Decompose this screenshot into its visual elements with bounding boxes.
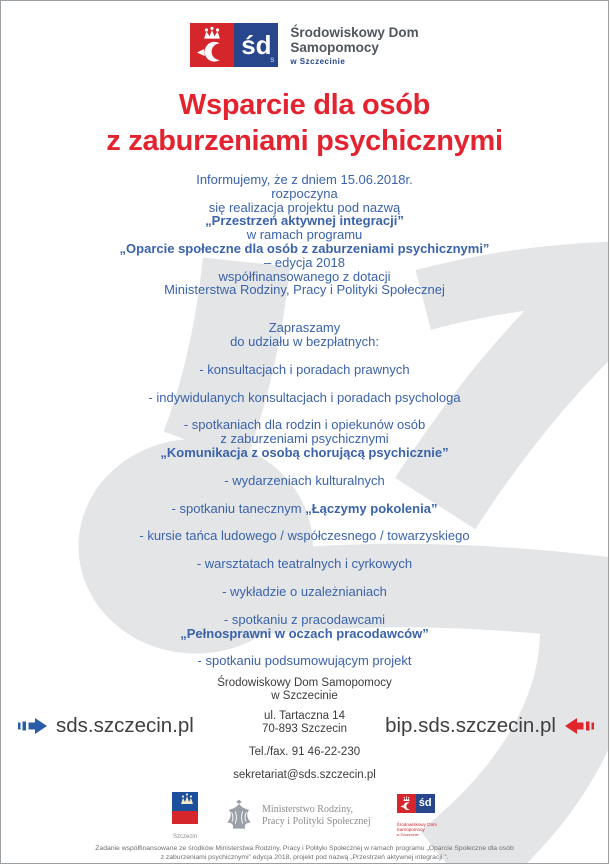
page-title: [1, 87, 608, 159]
intro-line: Informujemy, że z dniem 15.06.2018r.: [196, 172, 413, 187]
sds-small-caption: [397, 822, 437, 838]
contact-org-line2: w Szczecinie: [271, 689, 338, 702]
arrow-left-icon: [563, 716, 594, 736]
sds-small-logo: [397, 794, 437, 838]
intro-line: współfinansowanego z dotacji: [218, 268, 391, 284]
ministry-name: [262, 804, 371, 828]
website-link-text: sds.szczecin.pl: [56, 714, 194, 737]
activity-lecture: - wykładzie o uzależnianiach: [222, 583, 387, 599]
sds-symbol-sub: s: [270, 55, 275, 64]
invitation-line2: do udziału w bezpłatnych:: [230, 333, 379, 349]
page-title-line1: Wsparcie dla osób: [178, 89, 431, 121]
szczecin-flag-icon: [172, 792, 198, 824]
arrow-right-icon: [18, 716, 49, 736]
invitation-line1: Zapraszamy: [268, 320, 341, 336]
intro-paragraph: [1, 173, 608, 297]
header-logo: [1, 1, 608, 67]
org-name-line2: Samopomocy: [290, 39, 379, 55]
activity-family-line2: z zaburzeniami psychicznymi: [220, 431, 389, 447]
funding-footnote-line1: Zadanie współfinansowane ze środków Ministerstwa Rodziny, Pracy i Polityki Społecznej w ramach programu „Oparcie Społeczne dla osób: [95, 845, 514, 853]
activity-family-title: „Komunikacja z osobą chorującą psychicznie”: [160, 444, 449, 460]
org-name: [290, 25, 418, 66]
activity-legal: - konsultacjach i poradach prawnych: [199, 361, 410, 377]
activity-summary: - spotkaniu podsumowującym projekt: [197, 653, 412, 669]
activity-dance-course: - kursie tańca ludowego / współczesnego / towarzyskiego: [139, 528, 470, 544]
sds-small-caption-line1: Środowiskowy Dom: [396, 822, 437, 828]
sds-symbol-text: śd: [241, 30, 272, 60]
ministry-name-line1: Ministerstwo Rodziny,: [262, 804, 354, 816]
page-title-line2: z zaburzeniami psychicznymi: [106, 125, 503, 157]
activity-psychology: - indywidulanych konsultacjach i poradach psychologa: [148, 389, 461, 405]
activity-dance-meeting: [1, 502, 608, 516]
intro-line: – edycja 2018: [264, 254, 345, 270]
project-name: „Przestrzeń aktywnej integracji”: [205, 213, 404, 229]
ministry-name-line2: Pracy i Polityki Społecznej: [262, 816, 371, 828]
org-name-line1: Środowiskowy Dom: [290, 24, 419, 40]
sds-small-caption-line3: w Szczecinie: [396, 832, 419, 837]
intro-line: Ministerstwa Rodziny, Pracy i Polityki Społecznej: [164, 282, 445, 298]
partner-logos: [1, 793, 608, 839]
contact-email: sekretariat@sds.szczecin.pl: [233, 769, 376, 782]
bip-link-text: bip.sds.szczecin.pl: [385, 714, 556, 737]
griffin-logo-icon: [190, 23, 234, 67]
ministry-logo: [224, 799, 371, 833]
sds-abbreviation: [234, 23, 278, 67]
polish-eagle-icon: [224, 799, 254, 833]
szczecin-logo: [172, 792, 198, 840]
invitation: [1, 321, 608, 349]
activity-family: [1, 418, 608, 459]
contact-address-line2: 70-893 Szczecin: [261, 722, 348, 735]
sds-logo: [190, 23, 278, 67]
website-link: [18, 714, 194, 738]
activity-employers-text: - spotkaniu z pracodawcami: [223, 611, 386, 627]
program-name: „Oparcie społeczne dla osób z zaburzeniami psychicznymi”: [119, 240, 490, 256]
activity-theatre: - warsztatach teatralnych i cyrkowych: [196, 556, 413, 572]
contact-phone: Tel./fax. 91 46-22-230: [248, 746, 361, 759]
activity-family-line1: - spotkaniach dla rodzin i opiekunów osób: [183, 417, 426, 433]
intro-line: się realizacja projektu pod nazwą: [208, 199, 401, 215]
org-name-line3: w Szczecinie: [290, 56, 346, 66]
bip-link: [385, 714, 594, 738]
activity-employers-title: „Pełnosprawni w oczach pracodawców”: [180, 625, 429, 641]
sds-small-squares: [397, 794, 435, 813]
activity-dance-meeting-title: „Łączymy pokolenia”: [305, 500, 438, 516]
griffin-small-icon: [397, 794, 416, 813]
sds-small-caption-line2: Samopomocy: [396, 827, 425, 833]
activity-employers: [1, 613, 608, 641]
funding-footnote: [1, 845, 608, 862]
intro-line: w ramach programu: [246, 227, 363, 243]
funding-footnote-line2: z zaburzeniami psychicznymi” edycja 2018, projekt pod nazwą „Przestrzeń aktywnej integracji ”.: [160, 853, 449, 861]
activity-culture: - wydarzeniach kulturalnych: [224, 472, 385, 488]
activity-dance-meeting-text: - spotkaniu tanecznym: [171, 500, 306, 516]
sds-small-symbol: śd: [416, 794, 435, 813]
intro-line: rozpoczyna: [271, 185, 338, 201]
contact-org: [1, 677, 608, 702]
contact-org-line1: Środowiskowy Dom Samopomocy: [217, 677, 392, 690]
szczecin-caption: Szczecin: [173, 834, 198, 841]
contact-address-line1: ul. Tartaczna 14: [264, 710, 345, 723]
